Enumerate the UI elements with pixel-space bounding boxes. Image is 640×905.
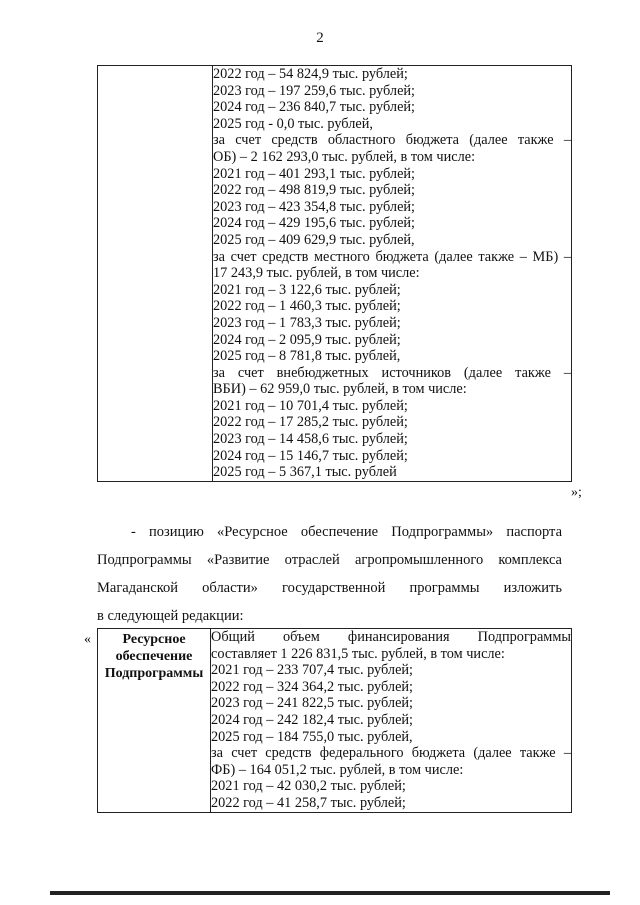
paragraph-line: в следующей редакции:: [97, 608, 244, 624]
text-line: 2025 год – 409 629,9 тыс. рублей,: [213, 231, 415, 248]
text-line: 2021 год – 401 293,1 тыс. рублей;: [213, 165, 416, 182]
paragraph-line: Магаданской области» государственной программы изложить: [97, 580, 562, 596]
text-line: 2021 год – 3 122,6 тыс. рублей;: [213, 281, 401, 298]
text-line: 2023 год – 197 259,6 тыс. рублей;: [213, 82, 416, 99]
heading-line: Подпрограммы: [104, 666, 204, 681]
heading-line: обеспечение: [115, 649, 193, 664]
text-line: составляет 1 226 831,5 тыс. рублей, в том числе:: [211, 645, 505, 662]
text-line: 2024 год – 236 840,7 тыс. рублей;: [213, 99, 416, 116]
text-line: 2021 год – 42 030,2 тыс. рублей;: [211, 778, 406, 795]
text-line: 2025 год – 8 781,8 тыс. рублей,: [213, 348, 401, 365]
page-number: 2: [316, 30, 324, 46]
text-line: 2025 год – 5 367,1 тыс. рублей: [213, 464, 397, 481]
resources-table-top: [97, 65, 572, 482]
paragraph-line: - позицию «Ресурсное обеспечение Подпрограммы» паспорта: [131, 524, 562, 540]
table-right-cell: [211, 629, 572, 813]
text-line: 2021 год – 10 701,4 тыс. рублей;: [213, 397, 408, 414]
text-line: 2024 год – 242 182,4 тыс. рублей;: [211, 711, 414, 728]
text-line: ОБ) – 2 162 293,0 тыс. рублей, в том числе:: [213, 148, 476, 165]
resources-table-bottom: [97, 628, 572, 813]
text-line: за счет средств областного бюджета (далее также –: [213, 132, 571, 149]
heading-line: Ресурсное: [122, 632, 186, 647]
text-line: 2022 год – 498 819,9 тыс. рублей;: [213, 182, 416, 199]
opening-quote: «: [84, 632, 91, 647]
text-line: 2021 год – 233 707,4 тыс. рублей;: [211, 662, 414, 679]
table-heading-cell: [98, 629, 211, 813]
paragraph-line: Подпрограммы «Развитие отраслей агропромышленного комплекса: [97, 552, 562, 568]
text-line: за счет средств федерального бюджета (далее также –: [211, 745, 571, 762]
text-line: 2022 год – 41 258,7 тыс. рублей;: [211, 794, 406, 811]
text-line: 2022 год – 54 824,9 тыс. рублей;: [213, 66, 408, 82]
text-line: 17 243,9 тыс. рублей, в том числе:: [213, 265, 420, 282]
text-line: за счет внебюджетных источников (далее также –: [213, 364, 571, 381]
table-left-cell: [98, 66, 213, 482]
text-line: 2025 год - 0,0 тыс. рублей,: [213, 115, 373, 132]
text-line: 2023 год – 241 822,5 тыс. рублей;: [211, 695, 414, 712]
text-line: Общий объем финансирования Подпрограммы: [211, 629, 571, 645]
text-line: 2024 год – 429 195,6 тыс. рублей;: [213, 215, 416, 232]
text-line: ФБ) – 164 051,2 тыс. рублей, в том числе:: [211, 761, 464, 778]
text-line: 2023 год – 1 783,3 тыс. рублей;: [213, 314, 401, 331]
text-line: 2022 год – 324 364,2 тыс. рублей;: [211, 678, 414, 695]
text-line: 2024 год – 15 146,7 тыс. рублей;: [213, 447, 408, 464]
text-line: 2022 год – 1 460,3 тыс. рублей;: [213, 298, 401, 315]
scan-edge-line: [50, 891, 610, 895]
text-line: 2024 год – 2 095,9 тыс. рублей;: [213, 331, 401, 348]
text-line: за счет средств местного бюджета (далее также – МБ) –: [213, 248, 571, 265]
text-line: 2023 год – 14 458,6 тыс. рублей;: [213, 431, 408, 448]
amendment-paragraph: [97, 518, 562, 630]
text-line: 2022 год – 17 285,2 тыс. рублей;: [213, 414, 408, 431]
text-line: ВБИ) – 62 959,0 тыс. рублей, в том числе:: [213, 381, 467, 398]
closing-quote: »;: [571, 485, 582, 500]
table-right-cell: [213, 66, 572, 482]
text-line: 2025 год – 184 755,0 тыс. рублей,: [211, 728, 413, 745]
text-line: 2023 год – 423 354,8 тыс. рублей;: [213, 198, 416, 215]
